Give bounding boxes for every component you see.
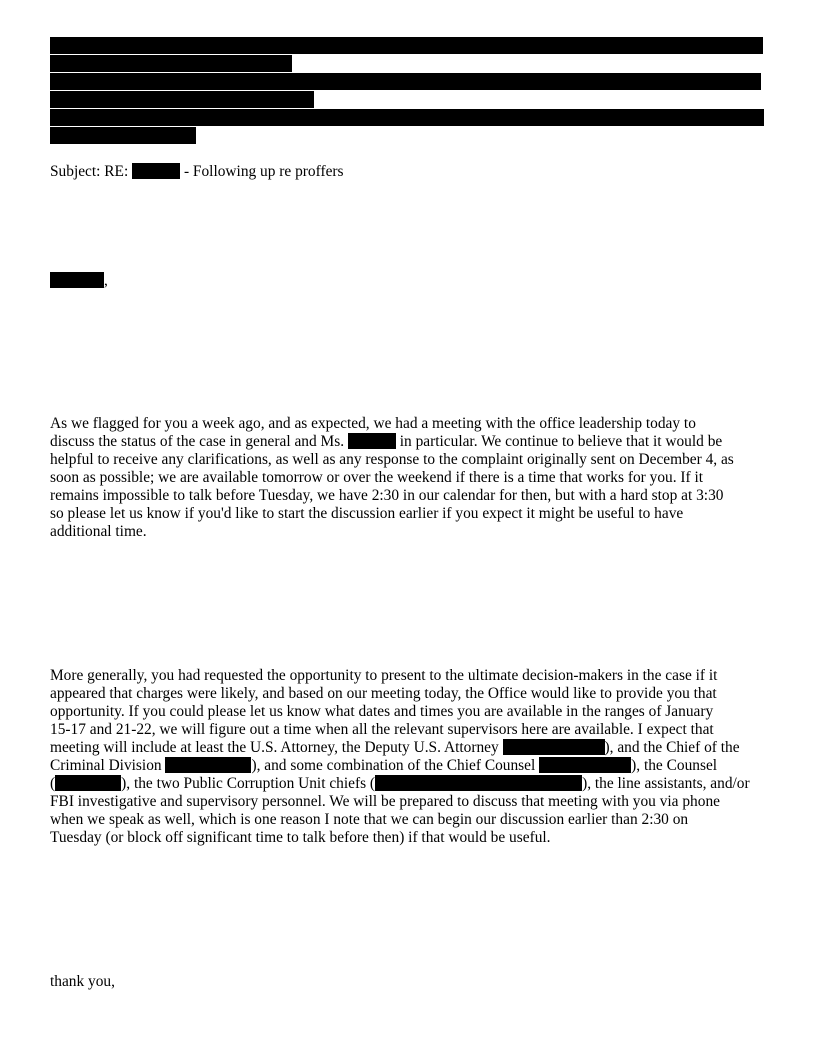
text-segment: discuss the status of the case in general and Ms.: [50, 433, 345, 450]
text-segment: Criminal Division: [50, 757, 162, 774]
redacted-chief-name: [165, 757, 251, 773]
redacted-unit-chiefs-names: [375, 775, 582, 791]
text-segment: (: [50, 775, 56, 792]
redacted-salutation-name: [50, 272, 104, 288]
redacted-header-line-2: [50, 55, 292, 72]
redacted-header-line-1: [50, 37, 763, 54]
paragraph-2-line: appeared that charges were likely, and based on our meeting today, the Office would like to provide you that: [50, 685, 717, 702]
redacted-counsel-name: [55, 775, 121, 791]
salutation-comma: ,: [104, 272, 108, 289]
salutation: [50, 272, 108, 290]
paragraph-2-line: opportunity. If you could please let us know what dates and times you are available in the ranges of January: [50, 703, 714, 720]
paragraph-1-line: As we flagged for you a week ago, and as expected, we had a meeting with the office leadership today to: [50, 415, 696, 432]
paragraph-2-line: [50, 775, 770, 793]
redacted-header-line-5: [50, 109, 764, 126]
paragraph-2-line: Tuesday (or block off significant time to talk before then) if that would be useful.: [50, 829, 551, 846]
paragraph-2-line: when we speak as well, which is one reason I note that we can begin our discussion earlier than 2:30 on: [50, 811, 689, 828]
text-segment: ), the line assistants, and/or: [582, 775, 750, 792]
text-segment: ), and the Chief of the: [604, 739, 740, 756]
paragraph-2-line: More generally, you had requested the opportunity to present to the ultimate decision-makers in the case if it: [50, 667, 718, 684]
subject-prefix: Subject: RE:: [50, 163, 129, 180]
redacted-deputy-name: [503, 739, 605, 755]
paragraph-2-line: [50, 757, 770, 775]
paragraph-1-line: helpful to receive any clarifications, as well as any response to the complaint originally sent on December 4, as: [50, 451, 734, 468]
paragraph-1-line: so please let us know if you'd like to start the discussion earlier if you expect it might be useful to have: [50, 505, 684, 522]
paragraph-1: [50, 415, 770, 541]
paragraph-1-line: [50, 433, 770, 451]
redacted-header-line-4: [50, 91, 314, 108]
text-segment: in particular. We continue to believe that it would be: [399, 433, 723, 450]
text-segment: ), and some combination of the Chief Counsel: [251, 757, 536, 774]
paragraph-2-line: 15-17 and 21-22, we will figure out a time when all the relevant supervisors here are available. I expect that: [50, 721, 714, 738]
redacted-header-line-6: [50, 127, 196, 144]
redacted-subject-name: [132, 163, 180, 179]
text-segment: ), the two Public Corruption Unit chiefs (: [121, 775, 376, 792]
closing: thank you,: [50, 973, 115, 990]
paragraph-2-line: [50, 739, 770, 757]
paragraph-2-line: FBI investigative and supervisory personnel. We will be prepared to discuss that meeting with you via phone: [50, 793, 720, 810]
text-segment: ), the Counsel: [631, 757, 718, 774]
subject-suffix: - Following up re proffers: [183, 163, 344, 180]
paragraph-1-line: soon as possible; we are available tomorrow or over the weekend if there is a time that works for you. If it: [50, 469, 704, 486]
redacted-header-line-3: [50, 73, 761, 90]
redacted-chief-counsel-name: [539, 757, 631, 773]
text-segment: meeting will include at least the U.S. Attorney, the Deputy U.S. Attorney: [50, 739, 499, 756]
redacted-name: [348, 433, 396, 449]
paragraph-1-line: remains impossible to talk before Tuesday, we have 2:30 in our calendar for then, but with a hard stop at 3:30: [50, 487, 724, 504]
subject-line: [50, 163, 344, 181]
paragraph-1-line: additional time.: [50, 523, 147, 540]
paragraph-2: [50, 667, 770, 847]
